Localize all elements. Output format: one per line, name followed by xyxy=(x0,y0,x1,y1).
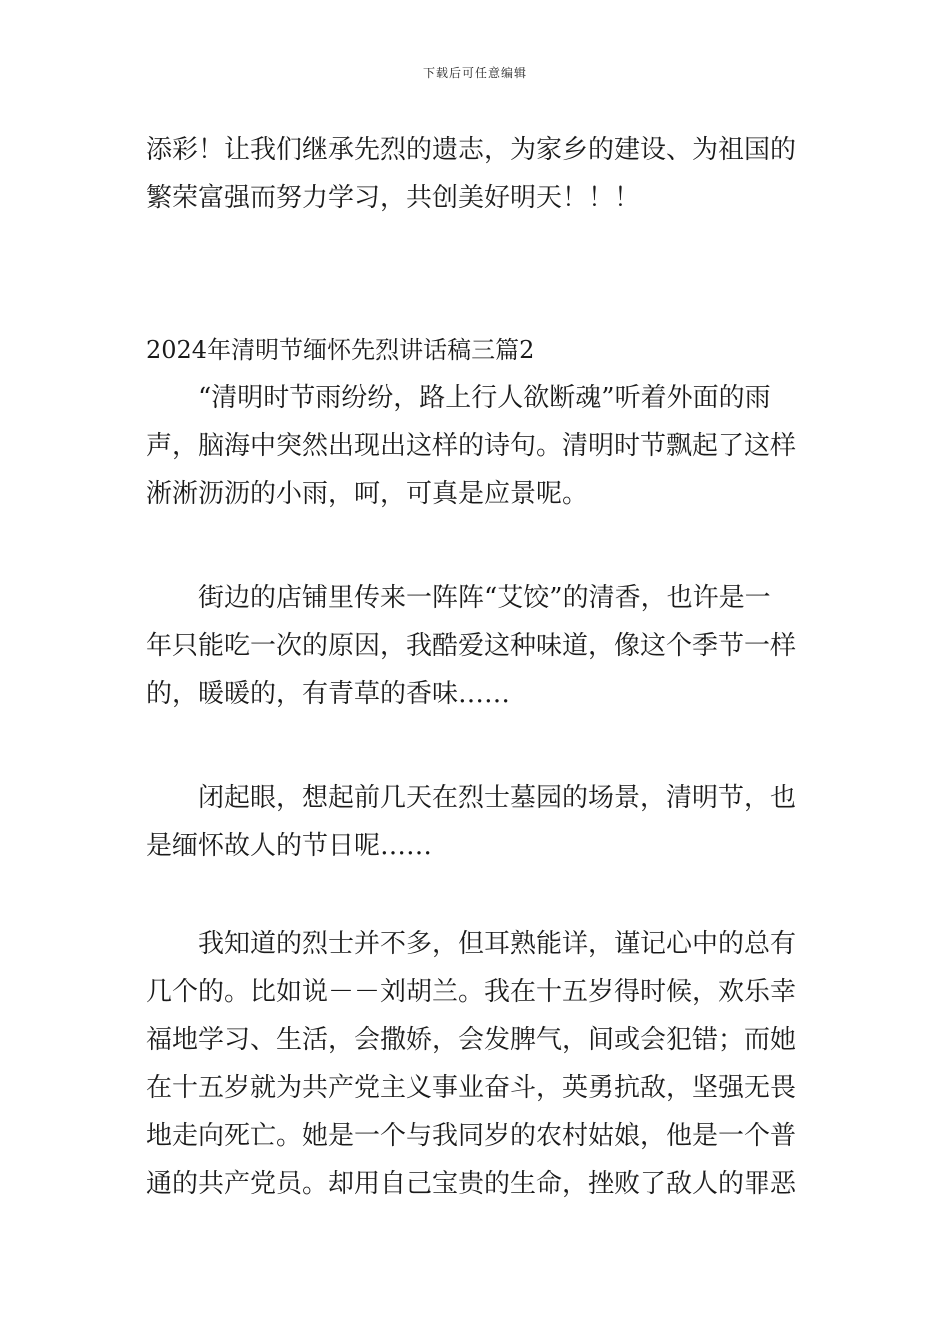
text-line: 在十五岁就为共产党主义事业奋斗，英勇抗敌，坚强无畏 xyxy=(146,1073,797,1103)
text-line: “清明时节雨纷纷，路上行人欲断魂”听着外面的雨 xyxy=(146,383,771,413)
text-line: 通的共产党员。却用自己宝贵的生命，挫败了敌人的罪恶 xyxy=(146,1169,797,1199)
text-line: 几个的。比如说－－刘胡兰。我在十五岁得时候，欢乐幸 xyxy=(146,977,797,1007)
section-title: 2024年清明节缅怀先烈讲话稿三篇2 xyxy=(146,336,535,364)
intro-paragraph xyxy=(146,126,810,222)
text-line: 地走向死亡。她是一个与我同岁的农村姑娘，他是一个普 xyxy=(146,1121,797,1151)
paragraph-2 xyxy=(146,574,810,718)
paragraph-3 xyxy=(146,774,810,870)
text-line: 是缅怀故人的节日呢…… xyxy=(146,831,433,861)
text-line: 我知道的烈士并不多，但耳熟能详，谨记心中的总有 xyxy=(146,929,797,959)
text-line: 繁荣富强而努力学习，共创美好明天！！！ xyxy=(146,183,641,213)
text-line: 声，脑海中突然出现出这样的诗句。清明时节飘起了这样 xyxy=(146,431,797,461)
text-line: 淅淅沥沥的小雨，呵，可真是应景呢。 xyxy=(146,479,589,509)
text-line: 闭起眼，想起前几天在烈士墓园的场景，清明节，也 xyxy=(146,783,797,813)
header-note: 下载后可任意编辑 xyxy=(422,66,527,80)
text-line: 年只能吃一次的原因，我酷爱这种味道，像这个季节一样 xyxy=(146,631,797,661)
text-line: 福地学习、生活，会撒娇，会发脾气，间或会犯错；而她 xyxy=(146,1025,797,1055)
text-line: 添彩！让我们继承先烈的遗志，为家乡的建设、为祖国的 xyxy=(146,135,797,165)
paragraph-4 xyxy=(146,920,810,1208)
paragraph-1 xyxy=(146,374,810,518)
text-line: 的，暖暖的，有青草的香味…… xyxy=(146,679,511,709)
text-line: 街边的店铺里传来一阵阵“艾饺”的清香，也许是一 xyxy=(146,583,771,613)
